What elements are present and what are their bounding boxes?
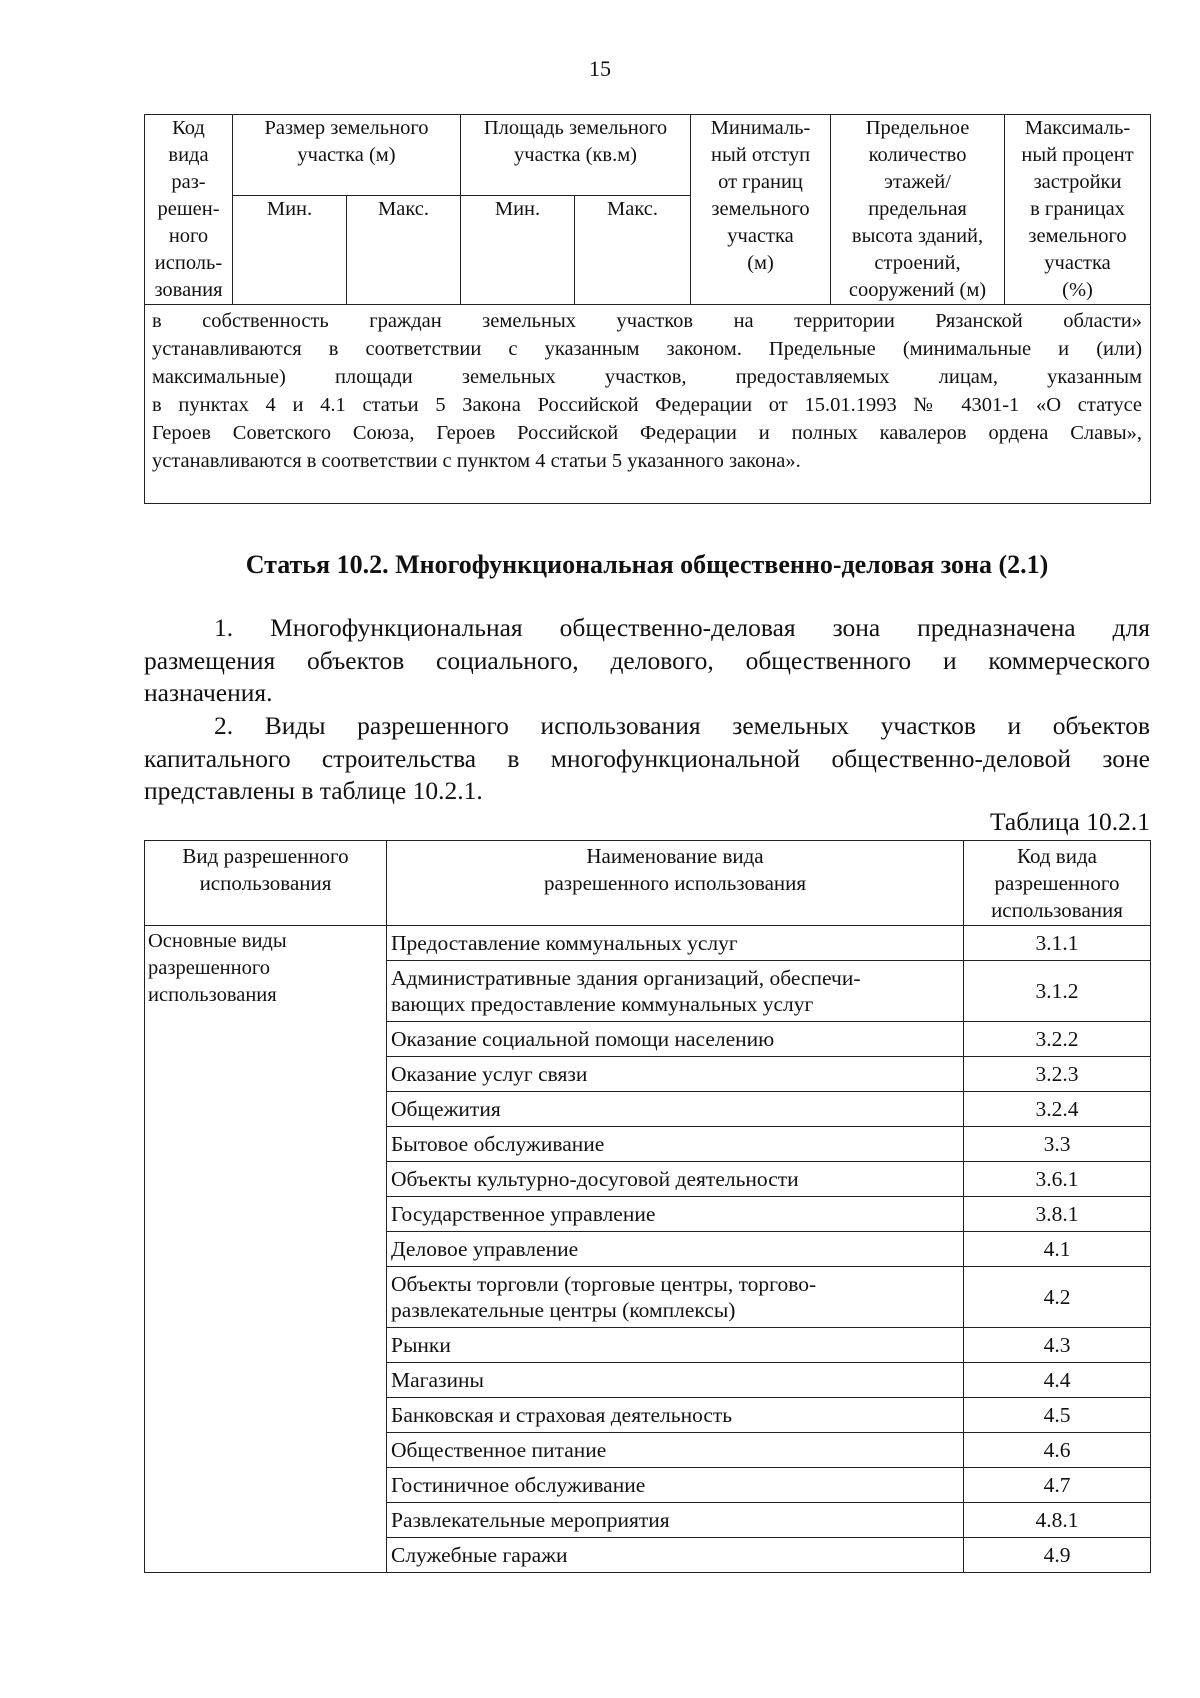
header-line: Площадь земельного <box>483 117 668 139</box>
use-name-line: Объекты торговли (торговые центры, торгово- <box>391 1272 817 1296</box>
use-code-cell: 4.2 <box>964 1267 1151 1328</box>
use-code-cell: 3.6.1 <box>964 1162 1151 1197</box>
use-name-line: Бытовое обслуживание <box>391 1132 605 1156</box>
header-line: Вид разрешенного <box>182 844 349 868</box>
header-size-min: Мин. <box>233 196 347 305</box>
use-code-cell: 4.1 <box>964 1232 1151 1267</box>
header-line: Максималь- <box>1024 117 1131 139</box>
header-line: ного <box>168 225 209 247</box>
use-name-line: Объекты культурно-досуговой деятельности <box>391 1167 799 1191</box>
header-line: участка (м) <box>297 144 396 166</box>
header-line: Код <box>172 117 205 139</box>
use-name-cell <box>387 1057 964 1092</box>
use-name-line: развлекательные центры (комплексы) <box>391 1298 736 1322</box>
paragraph-line: назначения. <box>144 678 273 707</box>
header-min-indent <box>691 115 831 305</box>
article-heading: Статья 10.2. Многофункциональная общественно-деловая зона (2.1) <box>245 550 1049 579</box>
use-name-cell <box>387 1328 964 1363</box>
table-body <box>145 926 1151 1573</box>
use-name-cell <box>387 926 964 961</box>
use-name-line: Банковская и страховая деятельность <box>391 1403 733 1427</box>
group-label-line: использования <box>148 984 277 1006</box>
header-line: количество <box>868 144 967 166</box>
use-name-line: Государственное управление <box>391 1202 656 1226</box>
header-line: земельного <box>711 198 810 220</box>
use-name-cell <box>387 1538 964 1573</box>
header-use-type <box>145 841 387 926</box>
permitted-use-table <box>144 840 1151 1573</box>
use-name-cell <box>387 1092 964 1127</box>
header-max-floors <box>831 115 1005 305</box>
note-line: устанавливаются в соответствии с пунктом 4 статьи 5 указанного закона». <box>152 450 801 472</box>
use-code-cell: 3.1.2 <box>964 961 1151 1022</box>
header-line: зования <box>154 279 223 301</box>
use-name-cell <box>387 1468 964 1503</box>
use-name-cell <box>387 1022 964 1057</box>
header-line: Код вида <box>1017 844 1097 868</box>
header-line: (%) <box>1062 279 1093 301</box>
use-code-cell: 4.5 <box>964 1398 1151 1433</box>
use-name-line: Общежития <box>391 1097 501 1121</box>
header-line: в границах <box>1030 198 1125 220</box>
header-line: использования <box>991 898 1123 922</box>
header-line: Минималь- <box>710 117 811 139</box>
header-line: участка <box>1044 252 1111 274</box>
header-line: разрешенного использования <box>543 871 807 895</box>
header-line: этажей/ <box>884 171 951 193</box>
use-name-cell <box>387 1433 964 1468</box>
header-max-build <box>1005 115 1151 305</box>
header-line: предельная <box>868 198 967 220</box>
use-name-line: Предоставление коммунальных услуг <box>391 931 738 955</box>
header-line: раз- <box>171 171 206 193</box>
note-line: Героев Советского Союза, Героев Российской Федерации и полных кавалеров ордена Славы», <box>152 422 1143 444</box>
paragraph-line: представлены в таблице 10.2.1. <box>144 776 483 805</box>
use-code-cell: 4.4 <box>964 1363 1151 1398</box>
use-code-cell: 3.1.1 <box>964 926 1151 961</box>
paragraph-line: размещения объектов социального, делового, общественного и коммерческого <box>144 645 1150 675</box>
paragraph-line: капитального строительства в многофункциональной общественно-деловой зоне <box>144 743 1150 773</box>
use-name-cell <box>387 1162 964 1197</box>
use-name-line: Оказание услуг связи <box>391 1062 588 1086</box>
header-line: ный отступ <box>711 144 811 166</box>
use-name-cell <box>387 1127 964 1162</box>
use-code-cell: 4.3 <box>964 1328 1151 1363</box>
use-name-line: вающих предоставление коммунальных услуг <box>391 992 814 1016</box>
header-line: Размер земельного <box>264 117 429 139</box>
header-plot-size <box>233 115 461 196</box>
paragraph-line: 2. Виды разрешенного использования земельных участков и объектов <box>214 711 1150 740</box>
use-name-cell <box>387 1197 964 1232</box>
use-name-line: Рынки <box>391 1333 451 1357</box>
zone-parameters-table <box>144 114 1151 504</box>
group-label-cell <box>145 926 387 1573</box>
header-line: разрешенного <box>994 871 1120 895</box>
paragraph-1 <box>144 612 1150 710</box>
group-label-line: Основные виды <box>148 930 287 952</box>
header-use-code <box>964 841 1151 926</box>
paragraph-2 <box>144 710 1150 808</box>
use-code-cell: 4.7 <box>964 1468 1151 1503</box>
use-code-cell: 4.8.1 <box>964 1503 1151 1538</box>
page-number: 15 <box>589 56 611 81</box>
note-line: в пунктах 4 и 4.1 статьи 5 Закона Российской Федерации от 15.01.1993 № 4301-1 «О статусе <box>152 394 1143 416</box>
note-line: устанавливаются в соответствии с указанным законом. Предельные (минимальные и (или) <box>152 338 1143 360</box>
note-line: максимальные) площади земельных участков, предоставляемых лицам, указанным <box>152 366 1143 388</box>
header-line: исполь- <box>154 252 223 274</box>
use-name-cell <box>387 1503 964 1538</box>
header-code <box>145 115 233 305</box>
use-code-cell: 3.8.1 <box>964 1197 1151 1232</box>
use-name-cell <box>387 961 964 1022</box>
header-line: от границ <box>718 171 803 193</box>
use-name-line: Служебные гаражи <box>391 1543 568 1567</box>
use-name-line: Общественное питание <box>391 1438 607 1462</box>
use-name-line: Административные здания организаций, обеспечи- <box>391 966 861 990</box>
header-line: застройки <box>1033 171 1122 193</box>
table-caption: Таблица 10.2.1 <box>989 807 1150 836</box>
use-name-line: Деловое управление <box>391 1237 579 1261</box>
use-code-cell: 4.9 <box>964 1538 1151 1573</box>
use-name-cell <box>387 1398 964 1433</box>
header-line: высота зданий, <box>851 225 984 247</box>
use-code-cell: 3.2.2 <box>964 1022 1151 1057</box>
header-plot-area <box>461 115 691 196</box>
header-line: Наименование вида <box>586 844 764 868</box>
use-name-line: Гостиничное обслуживание <box>391 1473 646 1497</box>
header-line: (м) <box>747 252 774 274</box>
use-name-line: Магазины <box>391 1368 484 1392</box>
use-name-cell <box>387 1363 964 1398</box>
header-line: решен- <box>157 198 220 220</box>
use-name-cell <box>387 1232 964 1267</box>
group-label-line: разрешенного <box>148 957 271 979</box>
use-code-cell: 3.2.3 <box>964 1057 1151 1092</box>
header-area-max: Макс. <box>575 196 691 305</box>
use-name-line: Развлекательные мероприятия <box>391 1508 670 1532</box>
table-row <box>145 926 1151 961</box>
header-line: участка <box>727 225 794 247</box>
note-cell <box>145 305 1151 504</box>
paragraph-line: 1. Многофункциональная общественно-деловая зона предназначена для <box>214 613 1150 642</box>
header-line: ный процент <box>1021 144 1134 166</box>
header-area-min: Мин. <box>461 196 575 305</box>
use-code-cell: 4.6 <box>964 1433 1151 1468</box>
use-code-cell: 3.2.4 <box>964 1092 1151 1127</box>
header-line: Предельное <box>865 117 970 139</box>
header-use-name <box>387 841 964 926</box>
header-line: сооружений (м) <box>848 279 987 301</box>
use-name-line: Оказание социальной помощи населению <box>391 1027 775 1051</box>
header-line: вида <box>168 144 209 166</box>
note-line: в собственность граждан земельных участков на территории Рязанской области» <box>152 310 1143 332</box>
header-line: использования <box>199 871 332 895</box>
header-line: участка (кв.м) <box>514 144 638 166</box>
header-line: строений, <box>874 252 961 274</box>
use-name-cell <box>387 1267 964 1328</box>
header-line: земельного <box>1028 225 1127 247</box>
header-size-max: Макс. <box>347 196 461 305</box>
use-code-cell: 3.3 <box>964 1127 1151 1162</box>
